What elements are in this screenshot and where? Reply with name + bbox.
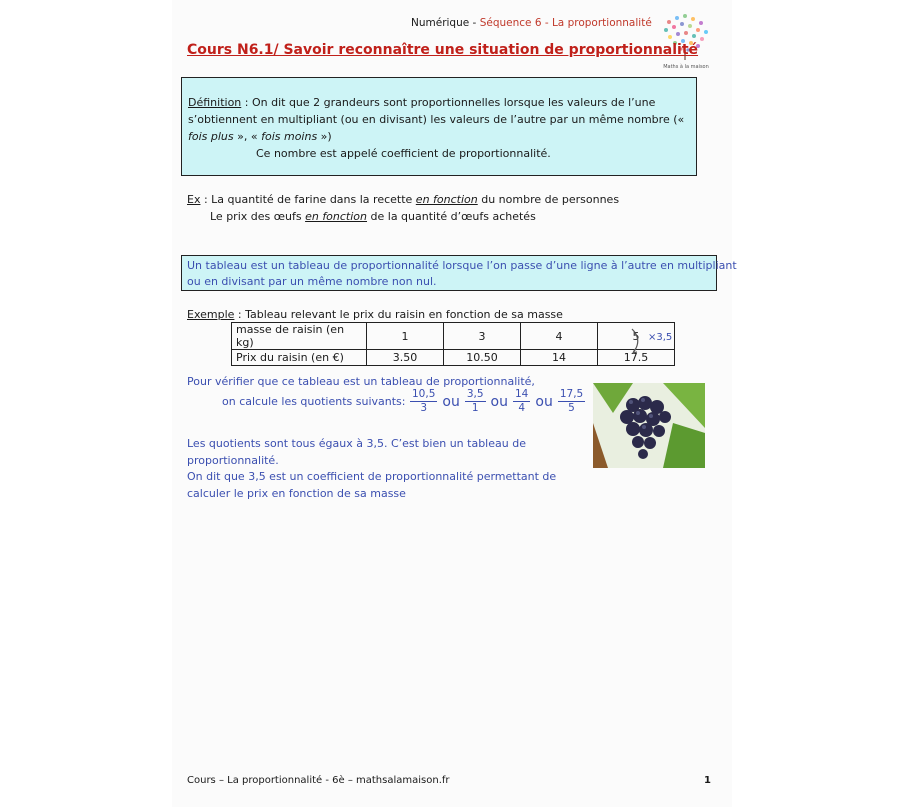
page-footer: Cours – La proportionnalité - 6è – mathsalamaison.fr — [187, 775, 450, 786]
verify-intro: on calcule les quotients suivants: — [222, 395, 406, 408]
table-rule-box — [181, 255, 737, 291]
mass-cell: 4 — [521, 323, 598, 350]
row-price-label: Prix du raisin (en €) — [232, 350, 367, 366]
mass-cell: 3 — [444, 323, 521, 350]
row-mass-label: masse de raisin (en kg) — [232, 323, 367, 350]
examples-l2a: Le prix des œufs — [210, 210, 306, 223]
fois-moins: fois moins — [261, 130, 318, 143]
examples-line2 — [210, 208, 536, 225]
header-sequence: Séquence 6 - La proportionnalité — [479, 17, 652, 29]
page-number: 1 — [704, 775, 711, 786]
grapes-photo — [593, 383, 705, 468]
fraction-numerator: 10,5 — [412, 388, 436, 400]
definition-line3: Ce nombre est appelé coefficient de proportionnalité. — [256, 147, 551, 160]
page-title: Cours N6.1/ Savoir reconnaître une situation de proportionnalité — [187, 42, 699, 58]
conclusion-line4: calculer le prix en fonction de sa masse — [187, 487, 406, 500]
ou-word: ou — [442, 393, 460, 410]
multiplier-label: ×3,5 — [648, 332, 673, 343]
examples-l2b: de la quantité d’œufs achetés — [367, 210, 536, 223]
examples-l2-em: en fonction — [305, 210, 368, 223]
mass-cell: 1 — [367, 323, 444, 350]
fraction-denominator: 3 — [420, 402, 428, 414]
quotient-fraction — [558, 388, 585, 415]
price-cell: 17.5 — [598, 350, 675, 366]
table-row-price — [232, 350, 675, 366]
verify-line1: Pour vérifier que ce tableau est un tableau de proportionnalité, — [187, 375, 535, 388]
grape-price-table — [231, 322, 675, 366]
fois-plus: fois plus — [188, 130, 234, 143]
header-prefix: Numérique - — [411, 17, 480, 29]
price-cell: 10.50 — [444, 350, 521, 366]
price-cell: 14 — [521, 350, 598, 366]
examples-line1 — [187, 191, 619, 208]
svg-text:Maths à la maison: Maths à la maison — [663, 64, 709, 70]
examples-l1-em: en fonction — [415, 193, 478, 206]
definition-line1: : On dit que 2 grandeurs sont proportionnelles lorsque les valeurs de l’une — [241, 96, 656, 109]
site-logo — [657, 10, 715, 72]
conclusion-line3: On dit que 3,5 est un coefficient de proportionnalité permettant de — [187, 470, 557, 483]
fraction-numerator: 17,5 — [559, 388, 584, 400]
running-header — [411, 17, 652, 29]
verify-line2 — [222, 388, 586, 415]
table-rule-line2: ou en divisant par un même nombre non nul. — [187, 275, 437, 288]
definition-end: ») — [317, 130, 332, 143]
fraction-numerator: 14 — [515, 388, 529, 400]
definition-box — [181, 77, 697, 176]
fraction-numerator: 3,5 — [466, 388, 484, 400]
table-row-mass — [232, 323, 675, 350]
quotient-fraction — [410, 388, 437, 415]
conclusion-line1: Les quotients sont tous égaux à 3,5. C’est bien un tableau de — [187, 437, 526, 450]
multiplier-arrow-icon — [630, 326, 644, 356]
examples-l1a: : La quantité de farine dans la recette — [200, 193, 416, 206]
fraction-denominator: 1 — [471, 402, 479, 414]
exemple-line — [187, 306, 563, 323]
ou-word: ou — [535, 393, 553, 410]
fraction-denominator: 5 — [568, 402, 575, 414]
mass-cell: 5 — [598, 323, 675, 350]
fraction-denominator: 4 — [518, 402, 526, 414]
ou-word: ou — [490, 393, 508, 410]
examples-label: Ex — [187, 193, 201, 206]
exemple-label: Exemple — [187, 308, 235, 321]
quotient-fraction — [465, 388, 486, 415]
table-rule-line1: Un tableau est un tableau de proportionnalité lorsque l’on passe d’une ligne à l’autre en multipliant — [187, 259, 737, 272]
conclusion-line2: proportionnalité. — [187, 454, 279, 467]
definition-sep: », « — [233, 130, 262, 143]
definition-label: Définition — [188, 96, 242, 109]
quotient-fraction — [513, 388, 530, 415]
exemple-text: : Tableau relevant le prix du raisin en fonction de sa masse — [234, 308, 563, 321]
price-cell: 3.50 — [367, 350, 444, 366]
examples-l1b: du nombre de personnes — [477, 193, 620, 206]
definition-line2: s’obtiennent en multipliant (ou en divisant) les valeurs de l’autre par un même nombre (« — [188, 113, 685, 126]
definition-text — [188, 94, 693, 162]
